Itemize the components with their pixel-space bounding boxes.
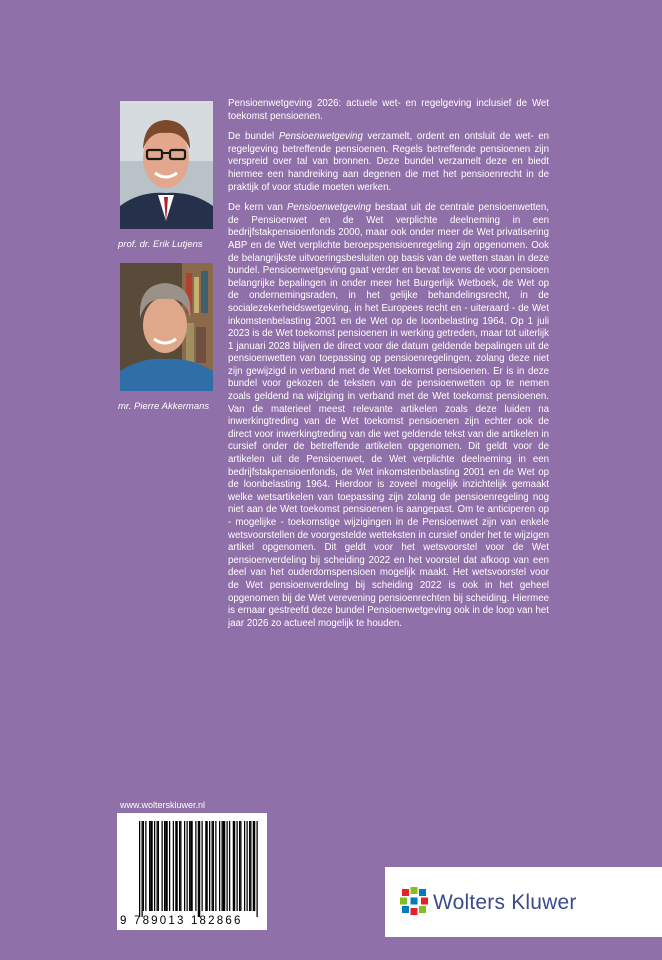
barcode-bar bbox=[250, 821, 251, 911]
publisher-website: www.wolterskluwer.nl bbox=[120, 800, 206, 810]
barcode-bar bbox=[189, 821, 190, 911]
barcode-bar bbox=[199, 821, 200, 917]
barcode-bar bbox=[239, 821, 240, 911]
barcode-bar bbox=[202, 821, 203, 911]
barcode-bar bbox=[177, 821, 178, 911]
barcode-bar bbox=[223, 821, 224, 911]
barcode-bar bbox=[143, 821, 144, 911]
author-photo-lutjens bbox=[120, 101, 213, 229]
barcode-bar bbox=[209, 821, 210, 911]
barcode-bar bbox=[187, 821, 188, 911]
barcode-bar bbox=[139, 821, 140, 917]
description-paragraph: De bundel Pensioenwetgeving verzamelt, ordent en ontsluit de wet- en regelgeving betreffende pensioenen. Regels betreffende pensioenen zijn verspreid over tal van bronnen. Deze bundel verzamelt deze en biedt hiermee een handreiking aan degenen die met het pensioenrecht in de praktijk of voor studie moeten werken. bbox=[228, 131, 549, 193]
barcode-bar bbox=[249, 821, 250, 911]
barcode-bar bbox=[157, 821, 158, 911]
barcode-bar bbox=[212, 821, 213, 911]
barcode-bar bbox=[219, 821, 220, 911]
barcode-bar bbox=[165, 821, 166, 911]
barcode-bar bbox=[207, 821, 208, 911]
barcode-bar bbox=[169, 821, 170, 911]
barcode-bar bbox=[198, 821, 199, 917]
barcode-bar bbox=[162, 821, 163, 911]
barcode-bar bbox=[142, 821, 143, 917]
barcode-bar bbox=[247, 821, 248, 911]
author-photo-akkermans bbox=[120, 263, 213, 391]
barcode-bar bbox=[215, 821, 216, 911]
photo-caption-akkermans: mr. Pierre Akkermans bbox=[118, 401, 210, 412]
publisher-name: Wolters Kluwer bbox=[433, 891, 577, 914]
barcode-bar bbox=[175, 821, 176, 911]
barcode-bar bbox=[190, 821, 191, 911]
back-cover-text bbox=[228, 98, 549, 630]
barcode-bar bbox=[244, 821, 245, 911]
contents-paragraph: De kern van Pensioenwetgeving bestaat uit de centrale pensioenwetten, de Pensioenwet en de Wet verplichte deelneming in een bedrijfstakpensioenfonds 2000, maar ook onder meer de Wet privatisering ABP en de Wet verplichte beroepspensioenregeling zijn opgenomen. Ook de belangrijkste uitvoeringsbesluiten op basis van de wetten staan in deze bundel. Pensioenwetgeving gaat verder en bevat tevens de voor pensioen belangrijke bepalingen in onder meer het Burgerlijk Wetboek, de Wet op de ondernemingsraden, in het gelijke behandelingsrecht, in de socialezekerheidswetgeving, in het Europees recht en - uiteraard - de Wet inkomstenbelasting 2001 en de Wet op de loonbelasting 1964. Op 1 juli 2023 is de Wet toekomst pensioenen in werking getreden, maar tot uiterlijk 1 januari 2028 blijven de direct voor die datum geldende bepalingen uit de pensioenwetten van toepassing op pensioenregelingen, zolang deze niet zijn gewijzigd in verband met de Wet toekomst pensioenen. Er is in deze bundel voor gekozen de teksten van de pensioenwetten op te nemen zoals geldend na wijziging in verband met de Wet toekomst pensioenen. Van de materieel meest relevante artikelen zoals deze luiden na inwerkingtreding van de Wet toekomst pensioenen zijn echter ook de direct voor inwerkingtreding van die wet geldende tekst van die artikelen in cursief onder de betreffende artikelen opgenomen. Dit geldt voor de artikelen uit de Pensioenwet, de Wet verplichte deelneming in een bedrijfstakpensioenfonds, de Wet inkomstenbelasting 2001 en de Wet op de loonbelasting 1964. Hierdoor is zoveel mogelijk inzichtelijk gemaakt welke wetsartikelen van toepassing zijn zolang de pensioenregeling nog niet aan de Wet toekomst pensioenen is aangepast. Om te anticiperen op - mogelijke - toekomstige wijzigingen in de Pensioenwet zijn van enkele wetsvoorstellen de voorgestelde wetteksten in cursief onder het te wijzigen artikel opgenomen. Dit geldt voor het wetsvoorstel voor de Wet pensioenverdeling bij scheiding 2022 en het voorstel dat afkoop van een deel van het ouderdomspensioen mogelijk maakt. Het wetsvoorstel voor de Wet pensioenverdeling bij scheiding 2022 is ook in het geheel opgenomen bij de Wet verevening pensioenrechten bij scheiding. Hiermee is ernaar gestreefd deze bundel Pensioenwetgeving ook in de loop van het jaar 2026 zo actueel mogelijk te houden. bbox=[228, 202, 549, 629]
barcode-bar bbox=[233, 821, 234, 911]
barcode-bar bbox=[224, 821, 225, 911]
photo-caption-lutjens: prof. dr. Erik Lutjens bbox=[118, 239, 203, 250]
barcode-bar bbox=[179, 821, 180, 911]
barcode-bar bbox=[145, 821, 146, 911]
barcode-bar bbox=[195, 821, 196, 911]
barcode-bar bbox=[253, 821, 254, 911]
barcode-bar bbox=[184, 821, 185, 911]
barcode-bar bbox=[240, 821, 241, 911]
barcode-bar bbox=[227, 821, 228, 911]
barcode-bar bbox=[234, 821, 235, 911]
barcode-bar bbox=[150, 821, 151, 911]
barcode-bar bbox=[222, 821, 223, 911]
barcode-bar bbox=[154, 821, 155, 911]
isbn-number: 9 789013 182866 bbox=[120, 915, 243, 927]
barcode-bar bbox=[257, 821, 258, 917]
barcode-bar bbox=[180, 821, 181, 911]
barcode-bar bbox=[158, 821, 159, 911]
barcode-bar bbox=[213, 821, 214, 911]
barcode-bar bbox=[205, 821, 206, 911]
barcode-bar bbox=[192, 821, 193, 911]
intro-paragraph: Pensioenwetgeving 2026: actuele wet- en regelgeving inclusief de Wet toekomst pensioenen. bbox=[228, 98, 549, 122]
barcode-bar bbox=[167, 821, 168, 911]
barcode-bar bbox=[164, 821, 165, 911]
barcode-bar bbox=[254, 821, 255, 911]
barcode-bar bbox=[173, 821, 174, 911]
wolters-kluwer-logo-icon bbox=[398, 885, 430, 917]
isbn-barcode bbox=[117, 813, 267, 930]
barcode-bar bbox=[149, 821, 150, 911]
publisher-logo bbox=[385, 867, 662, 937]
barcode-bar bbox=[152, 821, 153, 911]
barcode-bar bbox=[237, 821, 238, 911]
barcode-bar bbox=[229, 821, 230, 911]
